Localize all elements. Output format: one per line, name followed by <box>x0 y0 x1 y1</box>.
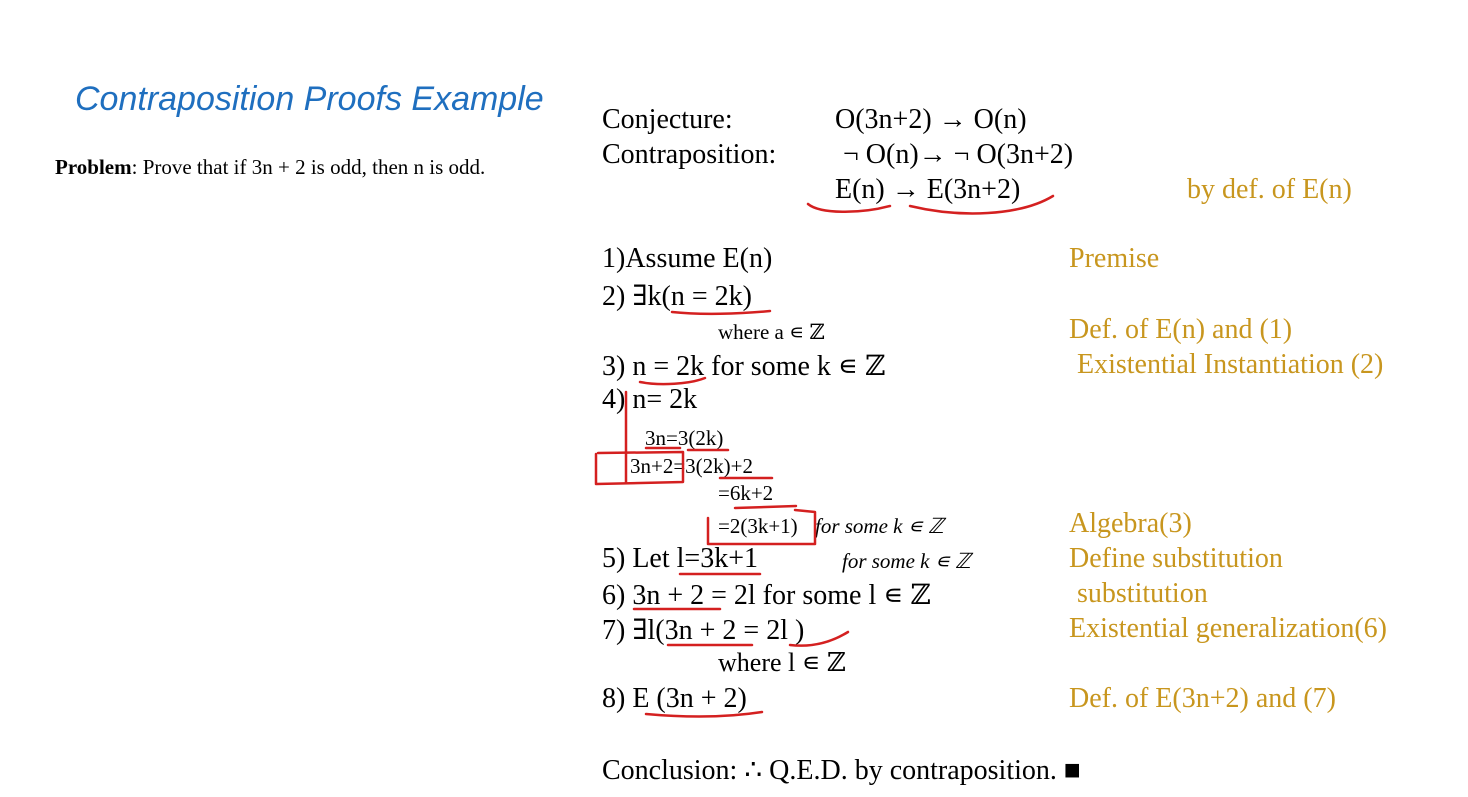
even-expression: E(n) → E(3n+2) <box>835 174 1021 205</box>
step-5-suffix: for some k ∊ ℤ <box>842 549 971 573</box>
step-4: 4) n= 2k <box>602 384 698 415</box>
conclusion: Conclusion: ∴ Q.E.D. by contraposition. ■ <box>602 755 1081 786</box>
problem-statement <box>55 155 485 180</box>
reason-def-e3n2: Def. of E(3n+2) and (7) <box>1069 683 1336 714</box>
ink-underline-6k2 <box>735 506 796 508</box>
algebra-line-1: 3n=3(2k) <box>645 426 724 450</box>
algebra-line-2: 3n+2=3(2k)+2 <box>630 454 754 478</box>
algebra-line-4-suffix: for some k ∊ ℤ <box>815 514 944 538</box>
step-3: 3) n = 2k for some k ∊ ℤ <box>602 351 886 382</box>
problem-label: Problem <box>55 155 132 179</box>
reason-algebra: Algebra(3) <box>1069 508 1192 539</box>
conjecture-label: Conjecture: <box>602 104 733 135</box>
step-1: 1)Assume E(n) <box>602 243 773 274</box>
reason-define-substitution: Define substitution <box>1069 543 1283 574</box>
reason-existential-instantiation: Existential Instantiation (2) <box>1077 349 1384 380</box>
step-2-where: where a ∊ ℤ <box>718 320 825 344</box>
algebra-line-4: =2(3k+1) <box>718 514 798 538</box>
algebra-line-3: =6k+2 <box>718 481 774 505</box>
contraposition-expression: ¬ O(n)→ ¬ O(3n+2) <box>843 139 1074 170</box>
step-5: 5) Let l=3k+1 <box>602 543 758 574</box>
step-8: 8) E (3n + 2) <box>602 683 747 714</box>
step-2: 2) ∃k(n = 2k) <box>602 281 752 312</box>
slide-title: Contraposition Proofs Example <box>75 80 544 118</box>
reason-existential-generalization: Existential generalization(6) <box>1069 613 1387 644</box>
even-reason: by def. of E(n) <box>1187 174 1352 205</box>
reason-def-en: Def. of E(n) and (1) <box>1069 314 1293 345</box>
step-7: 7) ∃l(3n + 2 = 2l ) <box>602 615 805 646</box>
problem-text: : Prove that if 3n + 2 is odd, then n is odd. <box>131 155 486 179</box>
conjecture-expression: O(3n+2) → O(n) <box>835 104 1027 135</box>
step-6: 6) 3n + 2 = 2l for some l ∊ ℤ <box>602 580 931 611</box>
step-7-where: where l ∊ ℤ <box>718 648 846 677</box>
contraposition-label: Contraposition: <box>602 139 777 170</box>
reason-premise: Premise <box>1069 243 1160 274</box>
reason-substitution: substitution <box>1077 578 1208 609</box>
